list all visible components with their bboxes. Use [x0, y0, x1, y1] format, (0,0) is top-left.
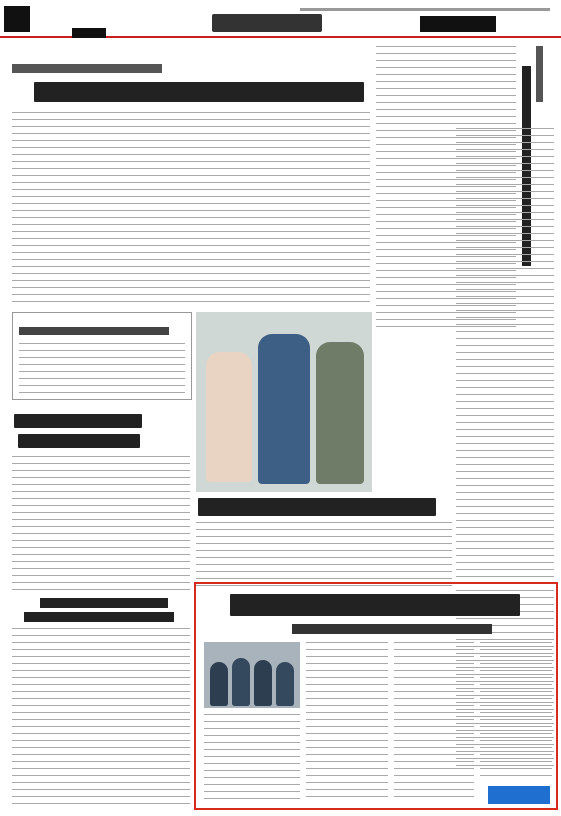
police-photo — [196, 312, 372, 492]
highlighted-body-bottom-left — [204, 714, 300, 802]
small-box-story — [12, 312, 192, 400]
left-mid-headline-2 — [18, 434, 140, 448]
small-box-body — [19, 343, 185, 395]
date-line — [300, 8, 550, 11]
highlighted-article-box — [194, 582, 558, 810]
masthead — [0, 0, 561, 38]
right-vertical-kicker — [536, 46, 543, 102]
page-number-box — [4, 6, 30, 32]
lower-left-headline-1 — [40, 598, 168, 608]
lower-left-body — [12, 628, 190, 810]
highlighted-headline — [230, 594, 520, 616]
left-story-kicker — [12, 64, 162, 73]
left-mid-headline-1 — [14, 414, 142, 428]
highlighted-subhead — [292, 624, 492, 634]
highlighted-body-col-3 — [480, 642, 552, 782]
group-photo — [204, 642, 300, 708]
section-badge — [488, 786, 550, 804]
right-section-title — [420, 16, 496, 32]
lower-left-headline-2 — [24, 612, 174, 622]
photo-caption-headline — [198, 498, 436, 516]
section-tag — [72, 28, 106, 38]
small-box-headline — [19, 327, 169, 335]
highlighted-body-col-1 — [306, 642, 388, 802]
masthead-title — [212, 14, 322, 32]
highlighted-body-col-2 — [394, 642, 474, 802]
left-mid-body — [12, 456, 190, 590]
left-story-body — [12, 112, 370, 304]
photo-caption-body — [196, 522, 452, 590]
left-story-headline — [34, 82, 364, 102]
